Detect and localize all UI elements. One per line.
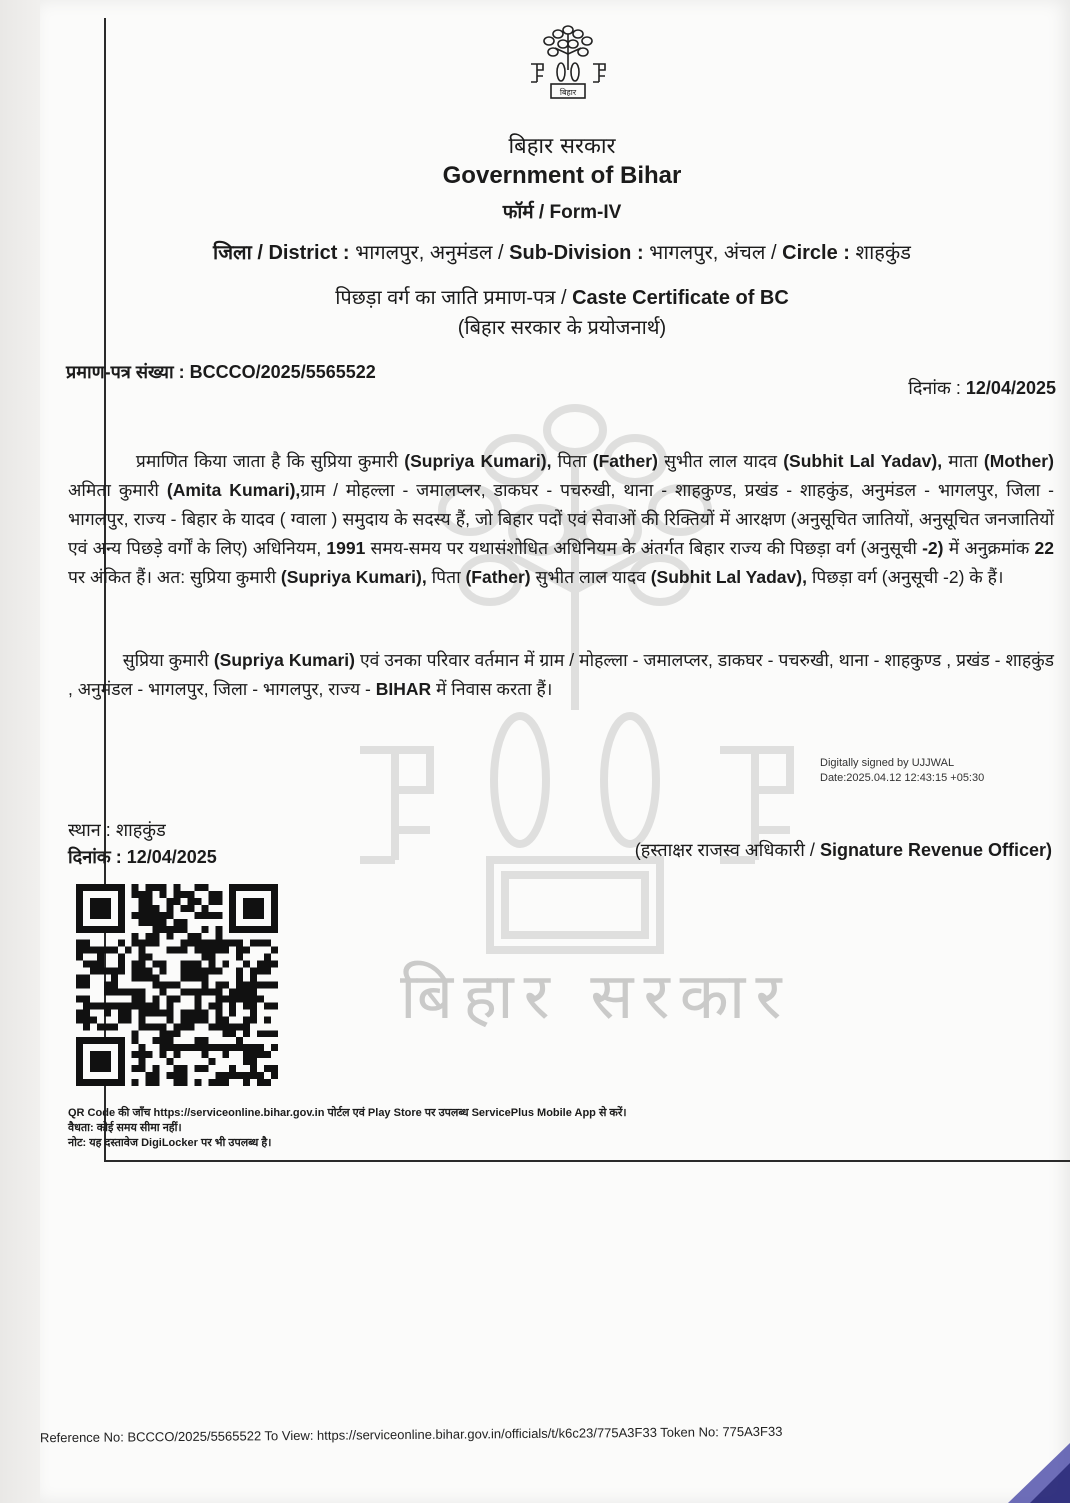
sign-date	[68, 845, 217, 869]
qr-note: QR Code की जाँच https://serviceonline.bihar.gov.in पोर्टल एवं Play Store पर उपलब्ध ServicePlus Mobile App से करें।	[68, 1107, 627, 1119]
p1-text: प्रमाणित किया जाता है कि सुप्रिया कुमारी	[135, 451, 399, 471]
p2-text: एवं उनका परिवार वर्तमान में ग्राम / मोहल्ला - जमालप्लर, डाकघर - पचरुखी, थाना - शाहकुण्ड , प्रखंड - शाहकुंड , अनुमंडल - भागलपुर, जिला - भागलपुर, राज्य -	[68, 650, 1055, 699]
p1-name-en: (Supriya Kumari),	[404, 451, 552, 471]
certificate-title	[64, 283, 1060, 310]
p1-text: पर अंकित हैं। अत: सुप्रिया कुमारी	[68, 567, 276, 587]
p2-text: सुप्रिया कुमारी	[122, 650, 209, 670]
issue-date	[908, 376, 1056, 400]
issue-date-label: दिनांक :	[908, 378, 961, 398]
p1-father-en: (Subhit Lal Yadav),	[783, 451, 943, 471]
digilocker-note: नोट: यह दस्तावेज DigiLocker पर भी उपलब्ध है।	[68, 1137, 272, 1149]
certificate-number	[66, 360, 376, 384]
issue-date-value: 12/04/2025	[965, 378, 1056, 398]
digital-signature-by: Digitally signed by UJJWAL	[820, 757, 955, 769]
p1-name-en: (Supriya Kumari),	[280, 567, 427, 587]
signature-caption-english: Signature Revenue Officer)	[819, 840, 1052, 860]
bihar-emblem-icon	[525, 20, 611, 102]
sign-date-label: दिनांक :	[68, 847, 122, 867]
validity-note: वैधता: कोई समय सीमा नहीं।	[68, 1122, 182, 1134]
p1-text: सुभीत लाल यादव	[535, 567, 646, 587]
p1-text: ग्राम / मोहल्ला - जमालप्लर, डाकघर - पचरुखी, थाना - शाहकुण्ड, प्रखंड - शाहकुंड, अनुमंडल - भागलपुर, जिला - भागलपुर, राज्य - बिहार के यादव ( ग्वाला ) समुदाय के सदस्य हैं, जो बिहार पदों एवं सेवाओं की रिक्तियों में आरक्षण (अनुसूचित जातियों, अनुसूचित जनजातियों एवं अन्य पिछड़े वर्गों के लिए) अधिनियम,	[68, 480, 1054, 558]
p2-text: में निवास करता हैं।	[435, 679, 553, 699]
form-number: फॉर्म / Form-IV	[502, 202, 622, 223]
p2-state: BIHAR	[375, 679, 432, 699]
p1-text: माता	[948, 451, 978, 471]
p1-text: पिता	[431, 567, 461, 587]
p1-text: पिता	[557, 451, 587, 471]
govt-title-hindi: बिहार सरकार	[508, 134, 616, 159]
digital-signature	[820, 756, 984, 786]
subdivision-label-hindi: अनुमंडल /	[429, 242, 504, 264]
p1-serial: 22	[1034, 538, 1054, 558]
p1-text: अमिता कुमारी	[68, 480, 159, 500]
p1-text: समय-समय पर यथासंशोधित अधिनियम के अंतर्गत बिहार राज्य की पिछड़ा वर्ग (अनुसूची	[370, 538, 917, 558]
certificate-title-hindi: पिछड़ा वर्ग का जाति प्रमाण-पत्र /	[335, 287, 567, 309]
signature-caption-hindi: (हस्ताक्षर राजस्व अधिकारी /	[634, 840, 815, 860]
watermark-text: बिहार सरकार	[400, 960, 792, 1034]
place-label: स्थान :	[68, 820, 111, 840]
p1-father-label: (Father)	[592, 451, 658, 471]
p1-father-en: (Subhit Lal Yadav),	[650, 567, 807, 587]
signature-caption	[635, 838, 1052, 862]
district-label: जिला / District :	[213, 242, 350, 264]
p2-name-en: (Supriya Kumari)	[213, 650, 355, 670]
scan-left-edge	[0, 0, 44, 1503]
circle-value: शाहकुंड	[855, 242, 911, 264]
district-value: भागलपुर,	[355, 242, 425, 264]
p1-schedule: -2)	[922, 538, 944, 558]
page-corner-fold	[1000, 1433, 1070, 1503]
p1-text: सुभीत लाल यादव	[664, 451, 778, 471]
govt-title-english: Government of Bihar	[442, 162, 682, 189]
p1-text: में अनुक्रमांक	[948, 538, 1030, 558]
p1-year: 1991	[326, 538, 366, 558]
circle-label-hindi: अंचल /	[723, 242, 777, 264]
place-value: शाहकुंड	[115, 820, 166, 840]
p1-mother-en: (Amita Kumari),	[166, 480, 301, 500]
reference-line: Reference No: BCCCO/2025/5565522 To View: https://serviceonline.bihar.gov.in/officials/t/k6c23/775A3F33 Token No: 775A3F33	[39, 1423, 783, 1446]
residence-paragraph	[68, 646, 1054, 704]
place	[68, 818, 166, 842]
p1-mother-label: (Mother)	[983, 451, 1054, 471]
emblem-label: बिहार	[559, 88, 577, 97]
p1-father-label: (Father)	[465, 567, 531, 587]
certificate-body-paragraph	[68, 447, 1054, 592]
digital-signature-date: Date:2025.04.12 12:43:15 +05:30	[820, 772, 985, 784]
qr-code-icon[interactable]	[76, 880, 278, 1090]
certificate-title-english: Caste Certificate of BC	[572, 287, 789, 309]
verification-notes	[68, 1106, 627, 1151]
certificate-number-value: BCCCO/2025/5565522	[189, 362, 376, 382]
circle-label: Circle :	[782, 242, 850, 264]
certificate-purpose: (बिहार सरकार के प्रयोजनार्थ)	[457, 317, 667, 339]
certificate-number-label: प्रमाण-पत्र संख्या :	[66, 362, 185, 382]
sign-date-value: 12/04/2025	[126, 847, 217, 867]
subdivision-value: भागलपुर,	[649, 242, 719, 264]
p1-text: पिछड़ा वर्ग (अनुसूची -2) के हैं।	[811, 567, 1004, 587]
subdivision-label: Sub-Division :	[509, 242, 644, 264]
district-line	[64, 238, 1060, 265]
